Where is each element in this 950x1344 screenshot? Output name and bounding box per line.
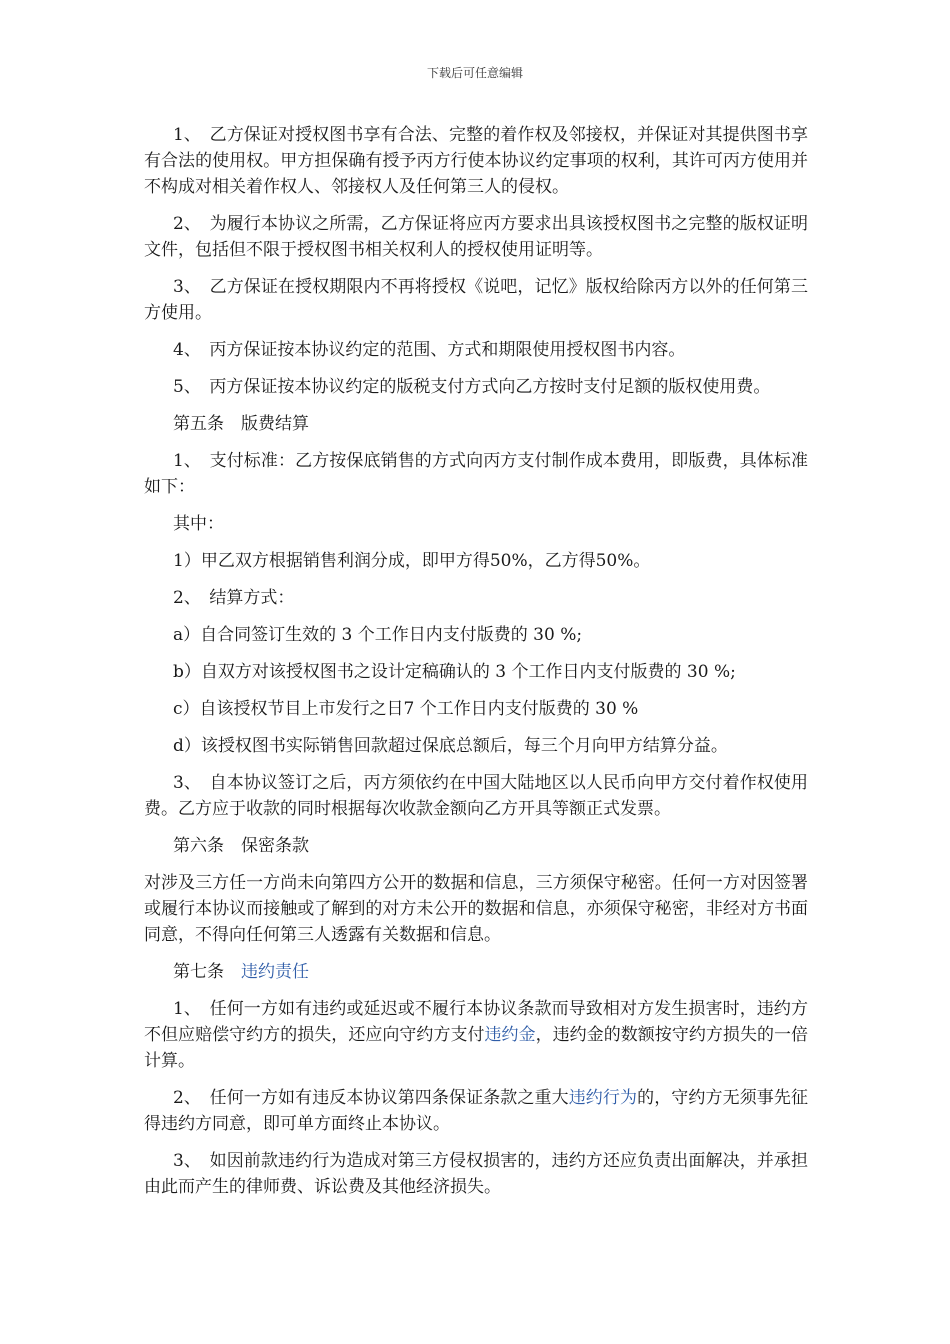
paragraph-3: 3、 乙方保证在授权期限内不再将授权《说吧，记忆》版权给除丙方以外的任何第三方使用。 (144, 277, 808, 323)
paragraph-item-d: d）该授权图书实际销售回款超过保底总额后，每三个月向甲方结算分益。 (173, 736, 728, 756)
paragraph-1: 1、 乙方保证对授权图书享有合法、完整的着作权及邻接权，并保证对其提供图书享有合法的使用权。甲方担保确有授予丙方行使本协议约定事项的权利，其许可丙方使用并不构成对相关着作权人、邻接权人及任何第三人的侵权。 (144, 125, 808, 197)
paragraph-breach-2-text-a: 2、 任何一方如有违反本协议第四条保证条款之重大 (173, 1088, 569, 1108)
paragraph-item-a: a）自合同签订生效的 3 个工作日内支付版费的 30 %; (173, 625, 583, 645)
paragraph-profit-split: 1）甲乙双方根据销售利润分成，即甲方得50%，乙方得50%。 (173, 551, 651, 571)
link-breach-liability[interactable]: 违约责任 (241, 962, 309, 982)
paragraph-confidentiality: 对涉及三方任一方尚未向第四方公开的数据和信息，三方须保守秘密。任何一方对因签署或履行本协议而接触或了解到的对方未公开的数据和信息，亦须保守秘密，非经对方书面同意，不得向任何第三人透露有关数据和信息。 (144, 873, 808, 945)
paragraph-item-b: b）自双方对该授权图书之设计定稿确认的 3 个工作日内支付版费的 30 %; (173, 662, 736, 682)
paragraph-settlement-method: 2、 结算方式： (173, 588, 295, 608)
section-heading-7-prefix: 第七条 (173, 962, 241, 982)
paragraph-payment-standard: 1、 支付标准：乙方按保底销售的方式向丙方支付制作成本费用，即版费，具体标准如下： (144, 451, 808, 497)
paragraph-breach-1-text-a: 1、 任何一方如有违约或延迟或不履行本协议条款而导致相对方发生损害时，违约方不但应赔偿守约方的损失，还应向守约方支付 (144, 999, 808, 1045)
paragraph-breach-2 (144, 1085, 808, 1137)
paragraph-breach-2-text-b: 的，守约方无须事先征得违约方同意，即可单方面终止本协议。 (144, 1088, 809, 1134)
link-breach-act[interactable]: 违约行为 (568, 1088, 638, 1108)
paragraph-breach-1 (144, 996, 808, 1074)
section-heading-7 (144, 959, 808, 985)
paragraph-5: 5、 丙方保证按本协议约定的版税支付方式向乙方按时支付足额的版权使用费。 (173, 377, 771, 397)
paragraph-item-c: c）自该授权节目上市发行之日7 个工作日内支付版费的 30 % (173, 699, 639, 719)
paragraph-2: 2、 为履行本协议之所需，乙方保证将应丙方要求出具该授权图书之完整的版权证明文件，包括但不限于授权图书相关权利人的授权使用证明等。 (144, 214, 808, 260)
paragraph-4: 4、 丙方保证按本协议约定的范围、方式和期限使用授权图书内容。 (173, 340, 686, 360)
paragraph-breach-1-text-b: ，违约金的数额按守约方损失的一倍计算。 (144, 1025, 809, 1071)
section-heading-5: 第五条 版费结算 (173, 414, 309, 434)
page-header: 下载后可任意编辑 (426, 66, 523, 80)
paragraph-royalty-payment: 3、 自本协议签订之后，丙方须依约在中国大陆地区以人民币向甲方交付着作权使用费。乙方应于收款的同时根据每次收款金额向乙方开具等额正式发票。 (144, 773, 808, 819)
section-heading-6: 第六条 保密条款 (173, 836, 309, 856)
link-liquidated-damages[interactable]: 违约金 (484, 1025, 536, 1045)
paragraph-among: 其中： (173, 514, 224, 534)
paragraph-breach-3: 3、 如因前款违约行为造成对第三方侵权损害的，违约方还应负责出面解决，并承担由此而产生的律师费、诉讼费及其他经济损失。 (144, 1151, 808, 1197)
document-body (144, 122, 808, 1211)
